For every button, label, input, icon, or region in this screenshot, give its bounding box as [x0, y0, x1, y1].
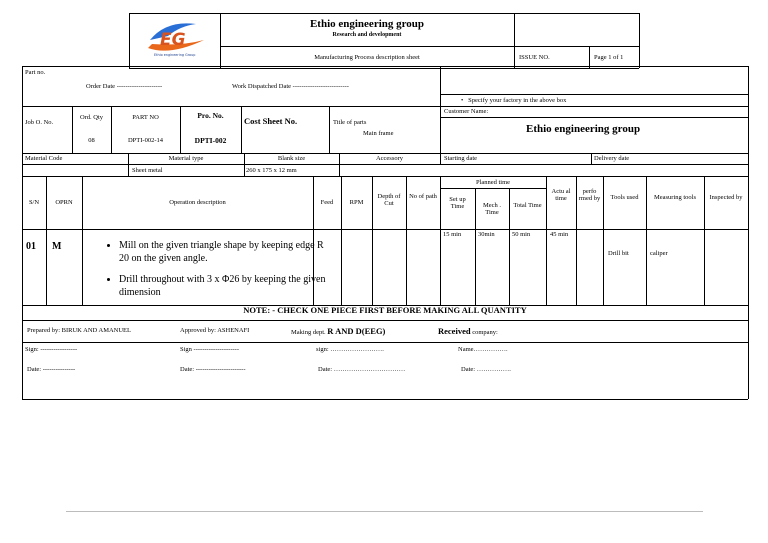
row-mach: 30min	[478, 231, 495, 238]
company-title: Ethio engineering group	[309, 18, 425, 30]
row-sn: 01	[26, 241, 36, 252]
col-rpm: RPM	[349, 199, 364, 206]
col-setup: Set up Time	[449, 196, 466, 211]
col-description: Operation description	[169, 199, 226, 206]
job-no-label: Job O. No.	[25, 119, 54, 126]
accessory-label: Accessory	[375, 155, 404, 162]
row-tools: Drill bit	[608, 250, 629, 257]
part-no-value: DPTI-002-14	[127, 137, 164, 144]
row-measuring: caliper	[650, 250, 668, 257]
date-approved: Date: -----------------------	[180, 366, 246, 373]
row-actual: 45 min	[550, 231, 569, 238]
material-code-label: Material Code	[25, 155, 63, 162]
page-divider	[66, 511, 703, 512]
operation-item: • Mill on the given triangle shape by keeping edge R 20 on the given angle.	[119, 240, 329, 265]
col-inspected: Inspected by	[709, 194, 743, 201]
prepared-by: Prepared by: BIRUK AND AMANUEL	[27, 327, 131, 334]
logo-caption: Ethio engineering Group	[154, 53, 196, 57]
col-mach: Mech . Time	[482, 202, 502, 217]
col-total: Total Time	[513, 202, 542, 209]
customer-name-label: Customer Name:	[444, 108, 489, 115]
logo-icon	[146, 18, 208, 58]
sign-making: sign: …………………….	[316, 346, 384, 353]
sign-approved: Sign ---------------------	[180, 346, 240, 353]
col-oprn: OPRN	[55, 199, 73, 206]
date-received: Date: …………….	[461, 366, 511, 373]
col-performed: perfo rmed by	[578, 188, 601, 203]
logo-text: EG	[160, 30, 186, 50]
col-feed: Feed	[320, 199, 334, 206]
col-actual: Actu al time	[551, 188, 571, 203]
issue-label: ISSUE NO.	[519, 54, 550, 61]
col-tools: Tools used	[610, 194, 639, 201]
work-dispatched-label: Work Dispatched Date --------------------------	[232, 83, 349, 90]
col-depth: Depth of Cut	[377, 193, 401, 208]
sign-prepared: Sign: -----------------	[25, 346, 78, 353]
title-label: Title of parts	[333, 119, 367, 126]
factory-note: • Specify your factory in the above box	[461, 97, 567, 104]
blank-size-label: Blank size	[277, 155, 306, 162]
row-total: 50 min	[512, 231, 531, 238]
row-setup: 15 min	[443, 231, 462, 238]
title-value: Main frame	[363, 130, 394, 137]
company-logo	[146, 18, 208, 58]
date-making: Date: ……………………………	[318, 366, 406, 373]
sheet-title: Manufacturing Process description sheet	[314, 54, 420, 61]
material-type-label: Material type	[168, 155, 204, 162]
col-sn: S/N	[28, 199, 40, 206]
cost-sheet-label: Cost Sheet No.	[244, 116, 298, 126]
material-type-value: Sheet metal	[132, 167, 163, 174]
col-planned: Planned time	[475, 179, 511, 186]
operation-list	[103, 240, 329, 308]
page-label: Page 1 of 1	[594, 54, 624, 61]
col-measuring: Measuring tools	[653, 194, 697, 201]
ord-qty-value: 08	[88, 137, 95, 144]
col-path: No of path	[409, 193, 437, 200]
approved-by: Approved by: ASHENAFI	[180, 327, 250, 334]
delivery-date-label: Delivery date	[594, 155, 630, 162]
operation-item: • Drill throughout with 3 x Φ26 by keeping the given dimension	[119, 274, 329, 299]
part-no-label: Part no.	[25, 69, 46, 76]
name-received: Name…………….	[458, 346, 508, 353]
row-oprn: M	[52, 241, 62, 252]
customer-name: Ethio engineering group	[526, 123, 641, 135]
check-note: NOTE: - CHECK ONE PIECE FIRST BEFORE MAKING ALL QUANTITY	[243, 305, 527, 315]
company-subtitle: Research and development	[332, 32, 402, 38]
received-company: Received company:	[438, 326, 498, 336]
starting-date-label: Starting date	[444, 155, 478, 162]
pro-no-label: Pro. No.	[197, 111, 224, 120]
blank-size-value: 260 x 175 x 12 mm	[246, 167, 297, 174]
pro-no-value: DPTI-002	[194, 136, 227, 145]
making-dept: Making dept. R AND D(EEG)	[291, 326, 386, 336]
order-date-label: Order Date ---------------------	[86, 83, 163, 90]
part-no-col-label: PART NO	[132, 114, 159, 121]
ord-qty-label: Ord. Qty	[79, 114, 104, 121]
date-prepared: Date: ---------------	[27, 366, 76, 373]
